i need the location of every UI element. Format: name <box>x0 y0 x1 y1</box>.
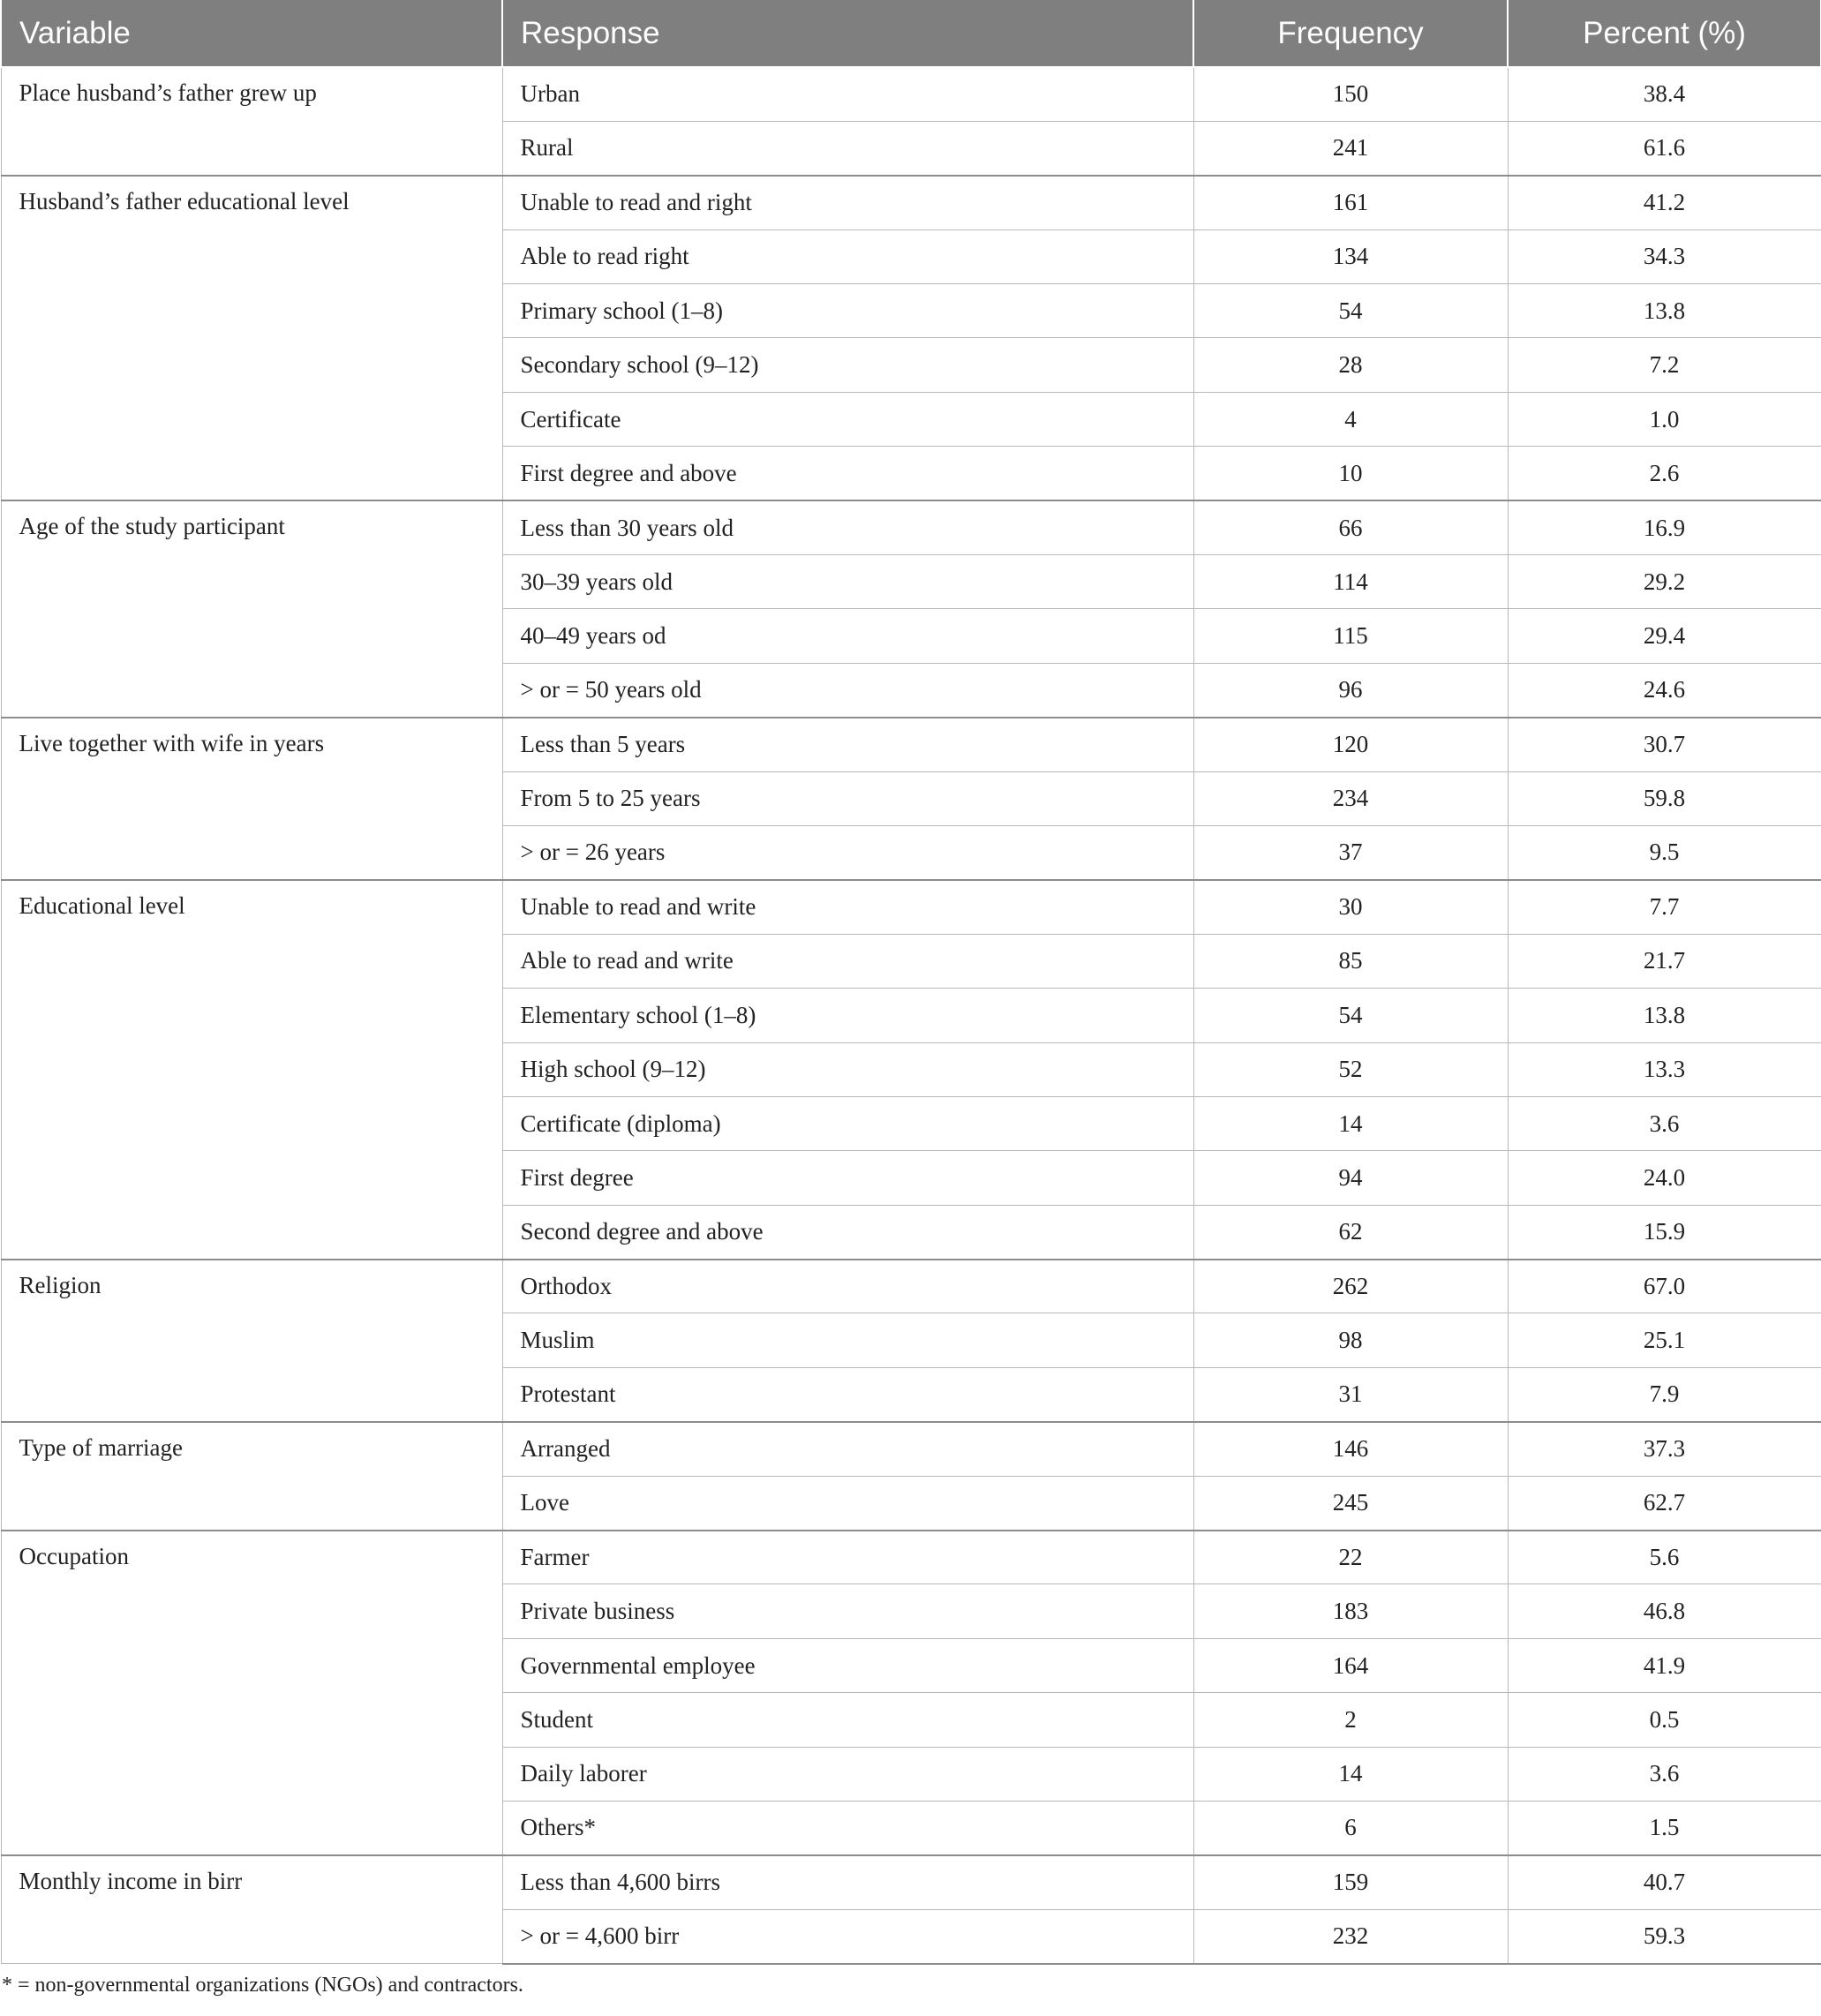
header-response: Response <box>502 0 1193 67</box>
variable-cell: Place husband’s father grew up <box>1 67 502 176</box>
frequency-cell: 120 <box>1193 718 1508 771</box>
table-header <box>1 0 1821 67</box>
frequency-cell: 14 <box>1193 1096 1508 1150</box>
header-percent: Percent (%) <box>1508 0 1821 67</box>
percent-cell: 61.6 <box>1508 121 1821 175</box>
response-cell: Less than 4,600 birrs <box>502 1855 1193 1909</box>
percent-cell: 30.7 <box>1508 718 1821 771</box>
percent-cell: 34.3 <box>1508 229 1821 283</box>
percent-cell: 24.0 <box>1508 1151 1821 1205</box>
table-row <box>1 1531 1821 1584</box>
frequency-cell: 37 <box>1193 825 1508 879</box>
response-cell: Others* <box>502 1802 1193 1855</box>
response-cell: Love <box>502 1476 1193 1530</box>
frequency-cell: 66 <box>1193 500 1508 554</box>
response-cell: Second degree and above <box>502 1205 1193 1259</box>
percent-cell: 1.5 <box>1508 1802 1821 1855</box>
variable-cell: Occupation <box>1 1531 502 1855</box>
response-cell: > or = 50 years old <box>502 663 1193 717</box>
frequency-cell: 114 <box>1193 555 1508 609</box>
header-variable: Variable <box>1 0 502 67</box>
percent-cell: 15.9 <box>1508 1205 1821 1259</box>
percent-cell: 62.7 <box>1508 1476 1821 1530</box>
table-row <box>1 1422 1821 1476</box>
response-cell: Certificate <box>502 392 1193 446</box>
response-cell: Unable to read and write <box>502 880 1193 934</box>
frequency-cell: 54 <box>1193 284 1508 338</box>
frequency-cell: 96 <box>1193 663 1508 717</box>
percent-cell: 29.2 <box>1508 555 1821 609</box>
percent-cell: 41.9 <box>1508 1638 1821 1692</box>
response-cell: First degree and above <box>502 447 1193 500</box>
frequency-cell: 234 <box>1193 771 1508 825</box>
percent-cell: 37.3 <box>1508 1422 1821 1476</box>
percent-cell: 13.8 <box>1508 284 1821 338</box>
response-cell: Daily laborer <box>502 1747 1193 1801</box>
response-cell: Student <box>502 1693 1193 1747</box>
response-cell: Muslim <box>502 1313 1193 1367</box>
response-cell: Secondary school (9–12) <box>502 338 1193 392</box>
response-cell: Able to read and write <box>502 934 1193 988</box>
percent-cell: 3.6 <box>1508 1747 1821 1801</box>
percent-cell: 16.9 <box>1508 500 1821 554</box>
header-frequency: Frequency <box>1193 0 1508 67</box>
frequency-cell: 164 <box>1193 1638 1508 1692</box>
frequency-cell: 28 <box>1193 338 1508 392</box>
response-cell: Able to read right <box>502 229 1193 283</box>
percent-cell: 29.4 <box>1508 609 1821 663</box>
frequency-cell: 183 <box>1193 1584 1508 1638</box>
response-cell: Arranged <box>502 1422 1193 1476</box>
percent-cell: 0.5 <box>1508 1693 1821 1747</box>
header-row <box>1 0 1821 67</box>
table-footnote: * = non-governmental organizations (NGOs) and contractors. <box>2 1974 523 1997</box>
frequency-cell: 161 <box>1193 176 1508 229</box>
table-row <box>1 718 1821 771</box>
frequency-cell: 134 <box>1193 229 1508 283</box>
table-row <box>1 500 1821 554</box>
percent-cell: 7.2 <box>1508 338 1821 392</box>
response-cell: Urban <box>502 67 1193 121</box>
response-cell: > or = 4,600 birr <box>502 1909 1193 1963</box>
frequency-cell: 232 <box>1193 1909 1508 1963</box>
percent-cell: 46.8 <box>1508 1584 1821 1638</box>
variable-cell: Type of marriage <box>1 1422 502 1531</box>
frequency-cell: 245 <box>1193 1476 1508 1530</box>
response-cell: First degree <box>502 1151 1193 1205</box>
response-cell: Elementary school (1–8) <box>502 989 1193 1042</box>
frequency-cell: 52 <box>1193 1042 1508 1096</box>
frequency-cell: 146 <box>1193 1422 1508 1476</box>
percent-cell: 38.4 <box>1508 67 1821 121</box>
table-row <box>1 1260 1821 1313</box>
response-cell: Protestant <box>502 1367 1193 1421</box>
response-cell: Unable to read and right <box>502 176 1193 229</box>
response-cell: Rural <box>502 121 1193 175</box>
frequency-cell: 30 <box>1193 880 1508 934</box>
table-row <box>1 1855 1821 1909</box>
variable-cell: Live together with wife in years <box>1 718 502 880</box>
frequency-cell: 2 <box>1193 1693 1508 1747</box>
frequency-cell: 6 <box>1193 1802 1508 1855</box>
frequency-cell: 94 <box>1193 1151 1508 1205</box>
frequency-cell: 4 <box>1193 392 1508 446</box>
table-body <box>1 67 1821 1964</box>
frequency-cell: 241 <box>1193 121 1508 175</box>
response-cell: 40–49 years od <box>502 609 1193 663</box>
frequency-cell: 159 <box>1193 1855 1508 1909</box>
percent-cell: 3.6 <box>1508 1096 1821 1150</box>
frequency-cell: 98 <box>1193 1313 1508 1367</box>
frequency-cell: 115 <box>1193 609 1508 663</box>
percent-cell: 41.2 <box>1508 176 1821 229</box>
response-cell: Primary school (1–8) <box>502 284 1193 338</box>
variable-cell: Educational level <box>1 880 502 1260</box>
response-cell: High school (9–12) <box>502 1042 1193 1096</box>
frequency-cell: 31 <box>1193 1367 1508 1421</box>
response-cell: 30–39 years old <box>502 555 1193 609</box>
percent-cell: 25.1 <box>1508 1313 1821 1367</box>
response-cell: Less than 5 years <box>502 718 1193 771</box>
variable-cell: Monthly income in birr <box>1 1855 502 1964</box>
percent-cell: 9.5 <box>1508 825 1821 879</box>
frequency-cell: 14 <box>1193 1747 1508 1801</box>
percent-cell: 59.3 <box>1508 1909 1821 1963</box>
variable-cell: Religion <box>1 1260 502 1422</box>
frequency-cell: 10 <box>1193 447 1508 500</box>
response-cell: Less than 30 years old <box>502 500 1193 554</box>
percent-cell: 21.7 <box>1508 934 1821 988</box>
variable-cell: Husband’s father educational level <box>1 176 502 500</box>
percent-cell: 7.9 <box>1508 1367 1821 1421</box>
percent-cell: 40.7 <box>1508 1855 1821 1909</box>
percent-cell: 59.8 <box>1508 771 1821 825</box>
frequency-cell: 22 <box>1193 1531 1508 1584</box>
frequency-cell: 150 <box>1193 67 1508 121</box>
response-cell: Farmer <box>502 1531 1193 1584</box>
frequency-cell: 62 <box>1193 1205 1508 1259</box>
percent-cell: 2.6 <box>1508 447 1821 500</box>
response-cell: Certificate (diploma) <box>502 1096 1193 1150</box>
frequency-cell: 85 <box>1193 934 1508 988</box>
percent-cell: 13.8 <box>1508 989 1821 1042</box>
response-cell: From 5 to 25 years <box>502 771 1193 825</box>
percent-cell: 1.0 <box>1508 392 1821 446</box>
response-cell: Orthodox <box>502 1260 1193 1313</box>
frequency-cell: 262 <box>1193 1260 1508 1313</box>
response-cell: Governmental employee <box>502 1638 1193 1692</box>
response-cell: Private business <box>502 1584 1193 1638</box>
table-row <box>1 67 1821 121</box>
percent-cell: 5.6 <box>1508 1531 1821 1584</box>
percent-cell: 7.7 <box>1508 880 1821 934</box>
percent-cell: 24.6 <box>1508 663 1821 717</box>
percent-cell: 13.3 <box>1508 1042 1821 1096</box>
variable-cell: Age of the study participant <box>1 500 502 718</box>
table-row <box>1 176 1821 229</box>
percent-cell: 67.0 <box>1508 1260 1821 1313</box>
frequency-cell: 54 <box>1193 989 1508 1042</box>
response-cell: > or = 26 years <box>502 825 1193 879</box>
table-row <box>1 880 1821 934</box>
